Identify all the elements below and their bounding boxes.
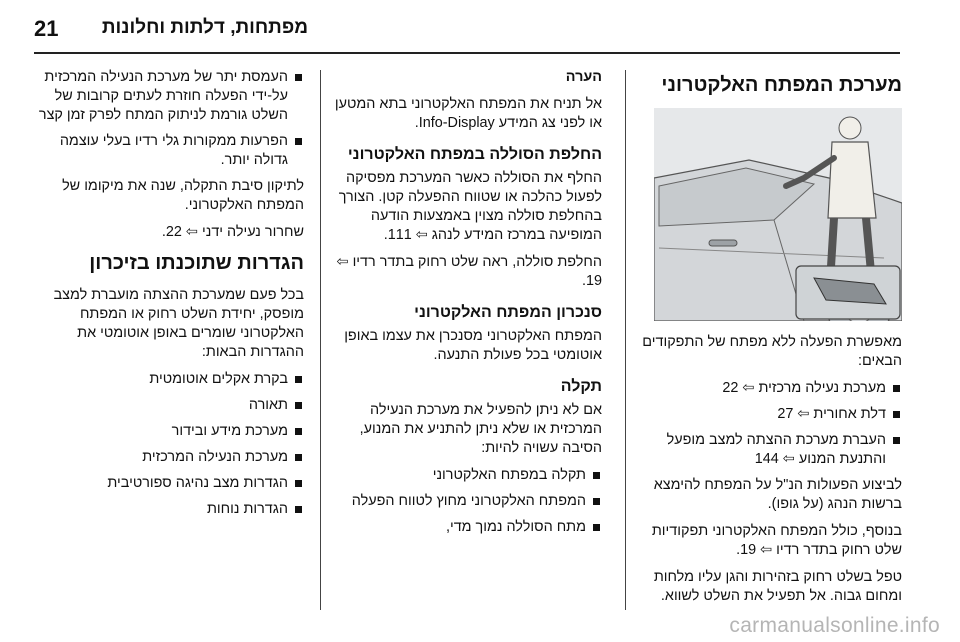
intro-text: מאפשרת הפעלה ללא מפתח של התפקודים הבאים: xyxy=(642,334,902,369)
paragraph: אם לא ניתן להפעיל את מערכת הנעילה המרכזית או שלא ניתן להתניע את המנוע, הסיבה עשויה להיות: xyxy=(359,402,602,456)
list-item: העברת מערכת ההצתה למצב מופעל והתנעת המנוע ⇦ 144 xyxy=(640,431,902,469)
list-item: תאורה xyxy=(34,396,304,415)
page-title: מפתחות, דלתות וחלונות xyxy=(101,17,308,38)
list-item: בקרת אקלים אוטומטית xyxy=(34,370,304,389)
illustration-car-door-keyless xyxy=(654,108,902,321)
note-title: הערה xyxy=(565,69,602,85)
page-number: 21 xyxy=(34,16,59,41)
list-item: המפתח האלקטרוני מחוץ לטווח הפעלה xyxy=(332,492,602,511)
middle-column xyxy=(332,68,602,544)
feature-list xyxy=(640,379,902,469)
paragraph: לביצוע הפעולות הנ"ל על המפתח להימצא ברשות הנהג (על גופו). xyxy=(653,477,902,512)
section-heading-sync: סנכרון המפתח האלקטרוני xyxy=(414,304,602,321)
list-item: מערכת מידע ובידור xyxy=(34,422,304,441)
header-rule xyxy=(34,52,900,54)
fault-list xyxy=(332,466,602,537)
list-item: הגדרות נוחות xyxy=(34,500,304,519)
section-heading-battery: החלפת הסוללה במפתח האלקטרוני xyxy=(347,146,602,163)
paragraph: החלף את הסוללה כאשר המערכת מפסיקה לפעול כהלכה או שטווח ההפעלה קטן. הצורך בהחלפת סוללה מצוין באמצעות הודעה המופיעה במרכז המידע לנהג ⇦ 111. xyxy=(338,170,602,243)
car-door-illustration-icon xyxy=(654,108,902,321)
paragraph: בנוסף, כולל המפתח האלקטרוני תפקודיות שלט רחוק בתדר רדיו ⇦ 19. xyxy=(651,523,902,558)
memory-settings-list xyxy=(34,370,304,519)
list-item: תקלה במפתח האלקטרוני xyxy=(332,466,602,485)
list-item: העמסת יתר של מערכת הנעילה המרכזית על-ידי הפעלה חוזרת לעתים קרובות של השלט גורמת לניתוק המתח לפרק זמן קצר xyxy=(34,68,304,125)
list-item: מערכת הנעילה המרכזית xyxy=(34,448,304,467)
right-column xyxy=(640,68,902,614)
fault-list-continued xyxy=(34,68,304,170)
left-column xyxy=(34,68,304,526)
paragraph: בכל פעם שמערכת ההצתה מועברת למצב מופסק, יחידת השלט רחוק או המפתח האלקטרוני שומרים באופן אוטומטי את ההגדרות הבאות: xyxy=(53,287,304,360)
paragraph: המפתח האלקטרוני מסנכרן את עצמו באופן אוטומטי בכל פעולת התנעה. xyxy=(344,328,602,363)
column-divider xyxy=(320,70,321,610)
section-heading-fault: תקלה xyxy=(560,378,602,395)
paragraph: שחרור נעילה ידני ⇦ 22. xyxy=(161,224,304,240)
list-item: מתח הסוללה נמוך מדי, xyxy=(332,518,602,537)
note-text: אל תניח את המפתח האלקטרוני בתא המטען או לפני צג המידע Info-Display. xyxy=(334,96,602,131)
list-item: הפרעות ממקורות גלי רדיו בעלי עוצמה גדולה יותר. xyxy=(34,132,304,170)
section-heading-electronic-key: מערכת המפתח האלקטרוני xyxy=(661,74,902,96)
column-divider xyxy=(625,70,626,610)
list-item: מערכת נעילה מרכזית ⇦ 22 xyxy=(640,379,902,398)
paragraph: טפל בשלט רחוק בזהירות והגן עליו מלחות ומחום גבוה. אל תפעיל את השלט לשווא. xyxy=(653,569,902,604)
section-heading-memory-settings: הגדרות שתוכנתו בזיכרון xyxy=(89,252,304,274)
paragraph: לתיקון סיבת התקלה, שנה את מיקומו של המפתח האלקטרוני. xyxy=(62,178,304,213)
paragraph: החלפת סוללה, ראה שלט רחוק בתדר רדיו ⇦ 19. xyxy=(336,254,602,289)
list-item: דלת אחורית ⇦ 27 xyxy=(640,405,902,424)
list-item: הגדרות מצב נהיגה ספורטיבית xyxy=(34,474,304,493)
watermark: carmanualsonline.info xyxy=(729,614,940,637)
